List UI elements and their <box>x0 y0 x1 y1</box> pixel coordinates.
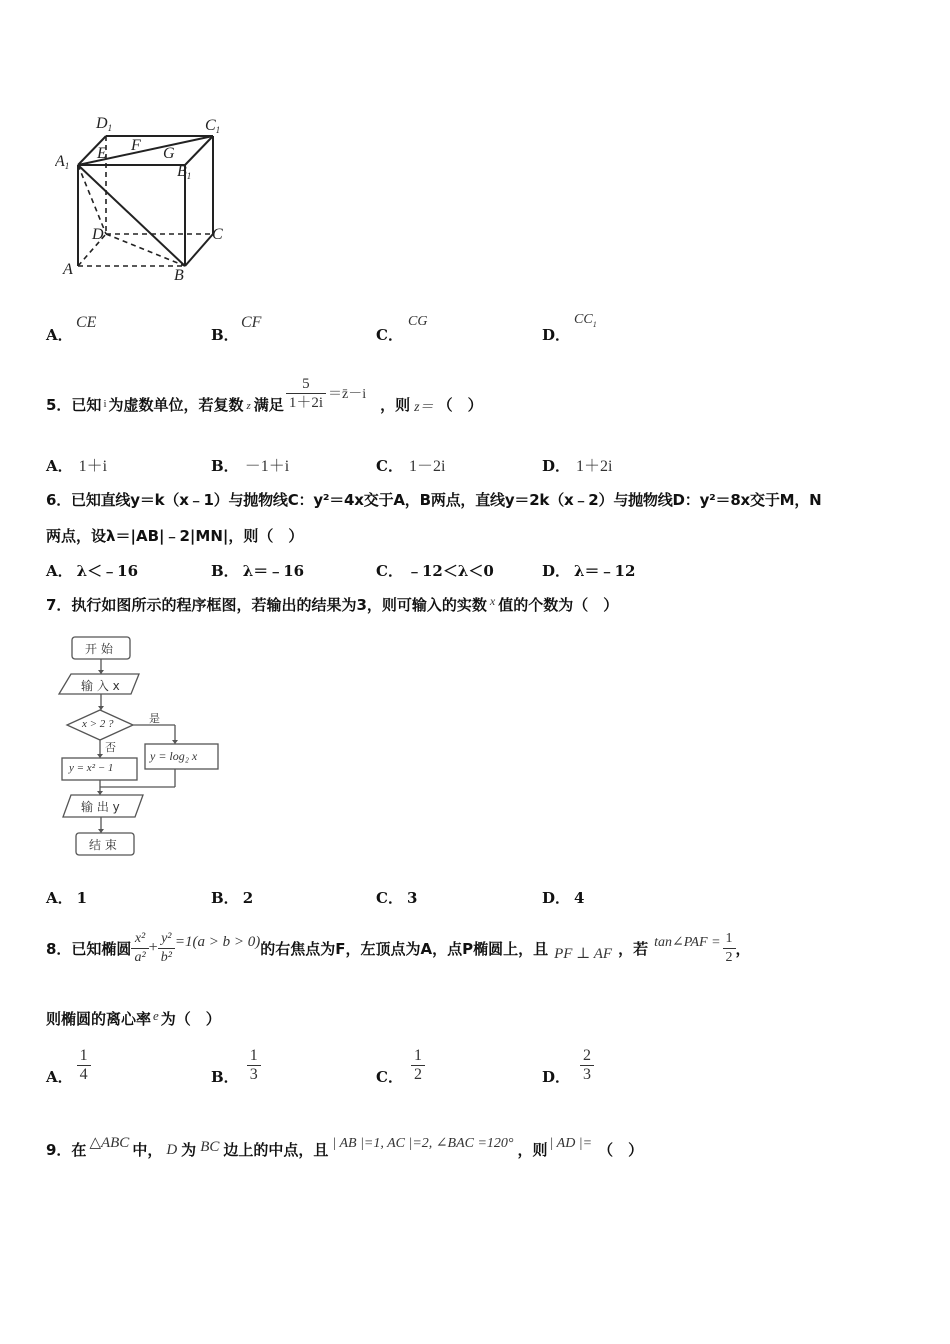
q5-option-d[interactable] <box>542 453 612 476</box>
option-text: 1＋2i <box>576 458 613 475</box>
flowchart-end: 结 束 <box>89 838 117 852</box>
option-letter: A． <box>46 889 73 907</box>
q9-prefix: 9．在 <box>46 1141 87 1159</box>
option-letter: B． <box>211 889 239 907</box>
q8-line2-text: 则椭圆的离心率 <box>46 1010 152 1028</box>
q7-stem <box>46 594 618 615</box>
option-letter: C． <box>376 457 403 475</box>
q8-frac-y <box>158 930 175 967</box>
option-text: λ＜﹣16 <box>76 562 139 580</box>
q5-mid1: 为虚数单位，若复数 <box>108 395 244 414</box>
q8-comma: ， <box>735 939 751 958</box>
option-letter: B． <box>211 457 239 475</box>
option-den: 4 <box>79 1065 88 1083</box>
q7-option-b[interactable] <box>211 887 253 908</box>
q5-option-c[interactable] <box>376 453 445 476</box>
q9-end: （ ） <box>598 1141 644 1159</box>
option-letter: D． <box>542 889 571 907</box>
label-a1: A1 <box>55 153 70 171</box>
option-frac <box>411 1047 425 1084</box>
q4-options <box>46 314 926 344</box>
q8-option-a[interactable] <box>46 1042 91 1088</box>
q8-option-d[interactable] <box>542 1042 594 1088</box>
q8-f1-num: x² <box>131 930 148 949</box>
option-frac <box>77 1047 91 1084</box>
q8-frac-x <box>131 930 148 967</box>
option-text: 1＋i <box>78 458 108 475</box>
label-b1: B1 <box>177 163 192 181</box>
q6-options <box>46 560 926 580</box>
label-e: E <box>97 145 107 162</box>
option-text: 3 <box>406 889 418 907</box>
q8-perp: PF ⊥ AF <box>554 945 613 962</box>
q8-stem <box>46 920 751 976</box>
option-text: CE <box>76 314 97 331</box>
option-frac <box>247 1047 261 1084</box>
q8-f2-num: y² <box>158 930 175 949</box>
q9-cond: | AB |=1, AC |=2, ∠BAC =120° <box>332 1136 514 1151</box>
q8-cond: =1(a > b > 0) <box>174 933 261 950</box>
q5-end: （ ） <box>437 395 483 414</box>
option-letter: A． <box>46 326 73 344</box>
q5-z-eq: z＝ <box>414 400 434 415</box>
option-letter: A． <box>46 1067 73 1086</box>
option-den: 3 <box>583 1065 592 1083</box>
option-num: 1 <box>247 1047 261 1066</box>
q8-prefix: 8．已知椭圆 <box>46 939 132 958</box>
q8-e: e <box>153 1008 159 1023</box>
flowchart-no-box: y = x² − 1 <box>69 762 114 774</box>
label-d1: D1 <box>96 115 113 133</box>
option-letter: B． <box>211 326 239 344</box>
label-a: A <box>63 261 73 278</box>
option-letter: C． <box>376 562 403 580</box>
option-text: －1＋i <box>244 458 290 475</box>
option-text: CF <box>241 314 262 331</box>
q6-option-d[interactable] <box>542 560 635 581</box>
q5-frac-num: 5 <box>286 375 326 394</box>
option-letter: D． <box>542 326 571 344</box>
q5-eq-rhs: ＝z̄－i <box>327 387 367 402</box>
edge-a1-d <box>78 165 106 234</box>
option-text: 4 <box>574 889 585 907</box>
q6-option-a[interactable] <box>46 560 138 581</box>
option-letter: A． <box>46 457 73 475</box>
option-den: 2 <box>413 1065 422 1083</box>
option-letter: D． <box>542 562 571 580</box>
option-text: λ＝﹣12 <box>574 562 636 580</box>
option-letter: A． <box>46 562 73 580</box>
q8-ruo: ，若 <box>618 939 649 958</box>
flowchart-yes-box: y = log₂ x <box>150 749 198 763</box>
q5-options <box>46 453 926 473</box>
q7-option-d[interactable] <box>542 887 584 908</box>
q8-tan: tan∠PAF = <box>654 934 721 950</box>
label-d: D <box>92 226 104 243</box>
label-g: G <box>163 145 175 162</box>
q6-option-b[interactable] <box>211 560 304 581</box>
flowchart-lines <box>55 632 235 862</box>
q8-option-c[interactable] <box>376 1042 425 1088</box>
option-letter: D． <box>542 457 571 475</box>
flowchart-start: 开 始 <box>85 642 113 656</box>
q5-fraction <box>286 375 326 412</box>
q9-zhong: 中， <box>132 1141 163 1159</box>
q9-tri: △ABC <box>89 1135 130 1151</box>
q8-plus: + <box>148 939 158 956</box>
option-num: 1 <box>411 1047 425 1066</box>
option-letter: B． <box>211 562 239 580</box>
option-letter: B． <box>211 1067 239 1086</box>
q7-end: 值的个数为（ ） <box>498 596 619 614</box>
q5-mid2: 满足 <box>253 395 284 414</box>
q8-line2-end: 为（ ） <box>160 1010 221 1028</box>
flowchart-input: 输 入 x <box>81 679 120 693</box>
cube-figure <box>55 108 245 288</box>
option-text: λ＝﹣16 <box>242 562 305 580</box>
option-text: CG <box>408 314 428 329</box>
q8-mid: 的右焦点为F，左顶点为A，点P椭圆上，且 <box>260 939 549 958</box>
edge-b-c <box>185 234 213 266</box>
flowchart-yes: 是 <box>149 712 160 725</box>
q7-x: x <box>489 594 496 608</box>
flowchart-cond: x > 2 ? <box>82 718 114 730</box>
q8-tan-den: 2 <box>725 949 733 965</box>
q6-line2: 两点，设λ＝|AB|﹣2|MN|，则（ ） <box>46 527 304 545</box>
q8-f2-den: b² <box>160 949 172 965</box>
q8-tan-num: 1 <box>723 930 736 949</box>
option-num: 1 <box>77 1047 91 1066</box>
edge-d-b <box>106 234 185 266</box>
option-text: ﹣12＜λ＜0 <box>406 562 494 580</box>
label-b: B <box>174 267 184 284</box>
q5-option-b[interactable] <box>211 453 289 476</box>
q5-z-symbol: z <box>246 400 251 412</box>
q5-option-a[interactable] <box>46 453 107 476</box>
q7-option-c[interactable] <box>376 887 417 908</box>
q7-text: 7．执行如图所示的程序框图，若输出的结果为3，则可输入的实数 <box>46 596 487 614</box>
q5-stem <box>46 368 483 418</box>
option-letter: D． <box>542 1067 571 1086</box>
q6-line1: 6．已知直线y＝k（x﹣1）与抛物线C：y²＝4x交于A，B两点，直线y＝2k（x﹣2）与抛物线D：y²＝8x交于M，N <box>46 491 822 509</box>
option-frac <box>580 1047 594 1084</box>
option-letter: C． <box>376 326 403 344</box>
q9-mid: 边上的中点，且 <box>223 1141 329 1159</box>
edge-a1-b <box>78 165 185 266</box>
q8-options <box>46 1042 926 1088</box>
q9-d: D <box>166 1142 178 1158</box>
label-c1: C1 <box>205 117 221 135</box>
q7-options <box>46 887 926 907</box>
label-c: C <box>212 226 223 243</box>
option-text: 1 <box>76 889 88 907</box>
q5-prefix: 5．已知 <box>46 395 102 414</box>
q9-wei: 为 <box>181 1141 197 1159</box>
q7-option-a[interactable] <box>46 887 87 908</box>
q8-f1-den: a² <box>134 949 146 965</box>
option-letter: C． <box>376 1067 403 1086</box>
q8-line2 <box>46 1008 221 1029</box>
flowchart-output: 输 出 y <box>81 800 120 814</box>
option-text: CC <box>574 312 593 327</box>
q5-frac-den: 1＋2i <box>288 394 323 411</box>
option-den: 3 <box>249 1065 258 1083</box>
option-letter: C． <box>376 889 403 907</box>
flowchart-no: 否 <box>105 741 116 754</box>
option-text: 2 <box>242 889 254 907</box>
q9-ze: ，则 <box>517 1141 548 1159</box>
q8-option-b[interactable] <box>211 1042 261 1088</box>
q5-suffix: ，则 <box>380 395 411 414</box>
option-text: 1－2i <box>408 458 446 475</box>
flowchart <box>55 632 235 862</box>
q8-tan-frac <box>723 930 736 967</box>
q6-option-c[interactable] <box>376 560 494 581</box>
option-sub: 1 <box>592 319 597 329</box>
q5-i-symbol: i <box>103 398 107 410</box>
q9-bc: BC <box>200 1139 220 1155</box>
label-f: F <box>131 137 141 154</box>
q9-stem <box>46 1128 643 1160</box>
q9-ad: | AD |= <box>549 1136 593 1151</box>
option-num: 2 <box>580 1047 594 1066</box>
